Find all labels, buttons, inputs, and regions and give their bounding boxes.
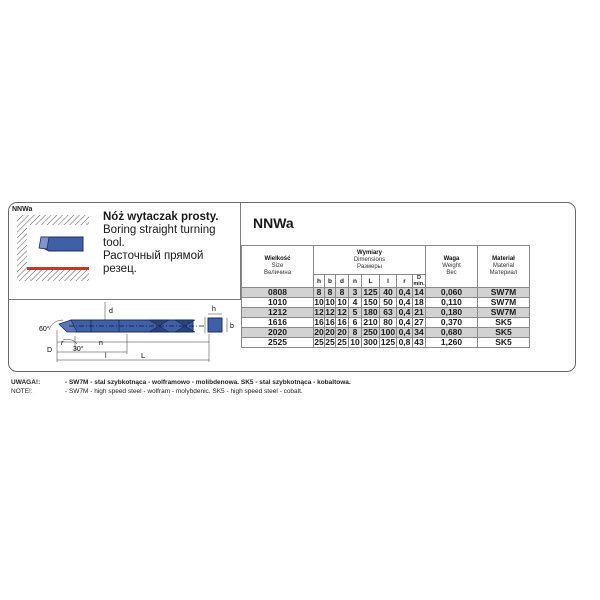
cell-size: 1616 <box>242 318 314 328</box>
cell-weight: 0,110 <box>426 298 478 308</box>
col-b-header: b <box>325 275 336 288</box>
product-name-ru-1: Расточный прямой <box>103 250 204 262</box>
cell-L: 125 <box>363 287 378 297</box>
cell-b: 8 <box>325 288 336 298</box>
col-h-header: h <box>314 275 325 288</box>
cell-b: 10 <box>325 297 335 307</box>
cell-L: 180 <box>363 307 378 317</box>
product-description-panel <box>9 203 241 300</box>
cell-r: 0,4 <box>397 288 413 298</box>
cell-d: 25 <box>337 337 347 347</box>
cell-n: 5 <box>349 308 362 318</box>
product-code-tag: NNWa <box>12 206 33 213</box>
cell-l: 125 <box>380 337 396 347</box>
dimensions-header-pl: Wymiary <box>357 249 382 256</box>
radius-r-label: r <box>61 340 64 347</box>
size-header-pl: Wielkość <box>264 256 291 262</box>
cell-L: 150 <box>363 297 378 307</box>
series-header <box>241 203 575 245</box>
cell-n: 10 <box>350 337 360 347</box>
cell-n: 6 <box>349 318 362 328</box>
cell-d: 8 <box>336 288 349 298</box>
dim-D-label: D <box>47 347 53 354</box>
col-l-header: l <box>380 275 397 288</box>
cell-r: 0,4 <box>397 308 413 318</box>
cell-dmin: 14 <box>414 287 424 297</box>
weight-header <box>426 246 478 288</box>
cell-size: 2525 <box>242 338 314 348</box>
cell-dmin: 18 <box>414 297 424 307</box>
cell-weight: 0,370 <box>426 318 478 328</box>
cell-l: 63 <box>380 308 397 318</box>
col-r-header: r <box>397 275 413 288</box>
cell-dmin: 21 <box>414 307 424 317</box>
col-dmin-header <box>413 275 426 288</box>
cell-size: 0808 <box>242 288 314 298</box>
col-dmin-bottom: min. <box>413 281 425 287</box>
table-row <box>242 308 530 318</box>
cell-l: 80 <box>380 318 397 328</box>
note-en-text: - SW7M - high speed steel - wolfram - molybdenic. SK5 - high speed steel - cobalt. <box>65 388 303 395</box>
cell-material: SW7M <box>478 288 530 298</box>
angle-30-label: 30° <box>73 346 84 353</box>
cell-n: 4 <box>349 298 362 308</box>
cell-L: 210 <box>363 317 378 327</box>
cell-size: 1212 <box>242 308 314 318</box>
cell-l: 40 <box>380 288 397 298</box>
dimensions-header-ru: Размеры <box>357 263 382 270</box>
col-L-header: L <box>362 275 380 288</box>
cell-r: 0,8 <box>397 338 413 348</box>
cell-dmin: 34 <box>414 327 424 337</box>
cell-material: SK5 <box>478 318 530 328</box>
series-title: NNWa <box>253 215 294 231</box>
cell-h: 8 <box>314 288 325 298</box>
cell-r: 0,4 <box>397 328 413 338</box>
cell-d: 10 <box>337 297 347 307</box>
weight-header-pl: Waga <box>443 256 460 262</box>
cell-b: 20 <box>325 327 335 337</box>
col-n-header: n <box>349 275 362 288</box>
table-row <box>242 328 530 338</box>
cell-b: 25 <box>325 337 335 347</box>
product-name-pl: Nóż wytaczak prosty. <box>103 211 219 223</box>
table-row <box>242 288 530 298</box>
cell-material: SW7M <box>478 298 530 308</box>
material-notes <box>11 378 351 396</box>
cell-d: 12 <box>337 307 347 317</box>
note-pl-text: - SW7M - stal szybkotnąca - wolframowo - molibdenowa. SK5 - stal szybkotnąca - kobaltowa. <box>65 379 351 386</box>
cell-l: 100 <box>380 327 396 337</box>
cell-l: 50 <box>380 298 397 308</box>
col-dmin-top: D <box>417 275 421 281</box>
cell-weight: 0,180 <box>426 308 478 318</box>
cell-b: 16 <box>325 317 335 327</box>
technical-drawing <box>9 300 240 371</box>
size-header-ru: Величина <box>263 270 292 276</box>
cell-L: 300 <box>363 337 378 347</box>
cell-material: SW7M <box>478 308 530 318</box>
cell-r: 0,4 <box>397 298 413 308</box>
dim-h-label: h <box>212 306 216 313</box>
cell-n: 3 <box>349 288 362 298</box>
dim-d-label: d <box>109 308 113 315</box>
cell-d: 20 <box>337 327 347 337</box>
cell-dmin: 43 <box>414 337 424 347</box>
cell-b: 12 <box>325 307 335 317</box>
weight-header-en: Weight <box>442 263 461 269</box>
dim-b-label: b <box>230 323 234 330</box>
material-header <box>478 246 530 288</box>
technical-drawing-panel <box>9 300 240 371</box>
cell-h: 20 <box>314 327 324 337</box>
cell-weight: 0,680 <box>426 328 478 338</box>
cell-weight: 0,060 <box>426 288 478 298</box>
dim-L-label: L <box>141 351 146 360</box>
cell-size: 1010 <box>242 298 314 308</box>
material-header-pl: Materiał <box>492 256 515 262</box>
weight-header-ru: Вес <box>446 270 457 276</box>
cell-material: SK5 <box>478 328 530 338</box>
cell-weight: 1,260 <box>426 338 478 348</box>
cell-h: 16 <box>314 317 324 327</box>
dimensions-header-en: Dimensions <box>353 256 386 263</box>
angle-60-label: 60° <box>39 326 50 333</box>
dim-n-label: n <box>99 340 103 347</box>
cell-n: 8 <box>349 328 362 338</box>
cell-size: 2020 <box>242 328 314 338</box>
cell-h: 12 <box>314 307 324 317</box>
note-en <box>11 387 351 396</box>
dimensions-header <box>314 246 426 275</box>
size-header-en: Size <box>271 263 284 269</box>
material-header-ru: Материал <box>489 270 518 276</box>
table-row <box>242 298 530 308</box>
product-description <box>103 211 218 276</box>
dim-l-label: l <box>105 353 107 360</box>
table-row <box>242 338 530 348</box>
col-d-header: d <box>336 275 349 288</box>
tool-thumbnail-image <box>17 215 89 281</box>
product-name-ru-2: резец. <box>103 263 137 275</box>
spec-table <box>241 245 530 348</box>
note-en-label: NOTE!: <box>11 388 33 395</box>
product-card <box>8 202 576 372</box>
cell-h: 25 <box>314 337 324 347</box>
cell-r: 0,4 <box>397 318 413 328</box>
material-header-en: Material <box>492 263 515 269</box>
table-row <box>242 318 530 328</box>
cell-h: 10 <box>314 297 324 307</box>
cell-d: 16 <box>337 317 347 327</box>
product-name-en-1: Boring straight turning <box>103 224 216 236</box>
note-pl-label: UWAGA!: <box>11 379 41 386</box>
note-pl <box>11 378 351 387</box>
cell-L: 250 <box>363 327 378 337</box>
cell-material: SK5 <box>478 338 530 348</box>
product-name-en-2: tool. <box>103 237 125 249</box>
size-header <box>242 246 314 288</box>
cell-dmin: 27 <box>414 317 424 327</box>
